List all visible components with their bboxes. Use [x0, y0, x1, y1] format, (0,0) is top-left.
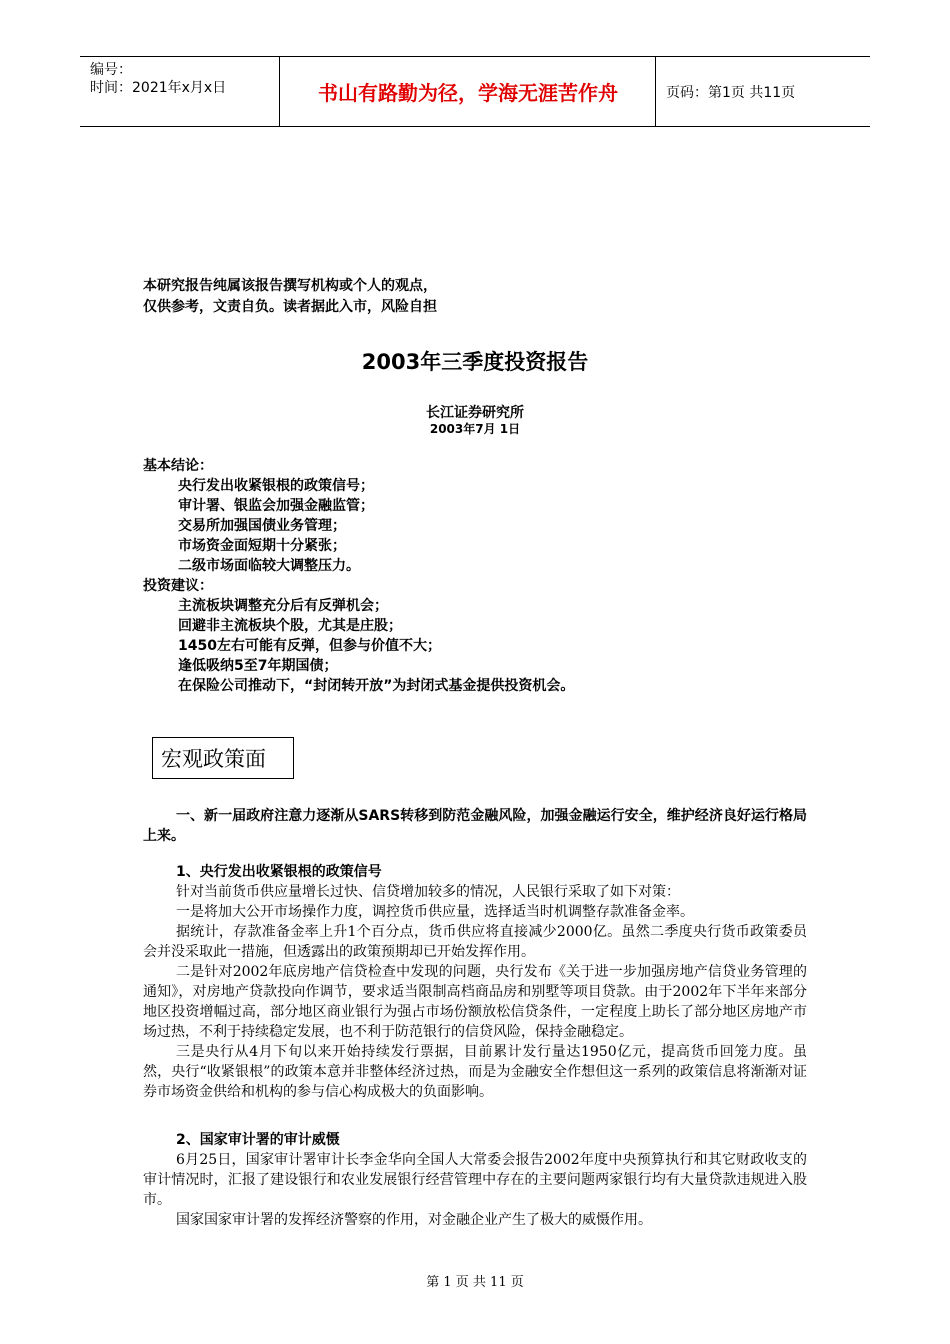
- header-meta: [80, 57, 280, 126]
- conclusion-item: 市场资金面短期十分紧张；: [178, 538, 346, 554]
- report-title: 2003年三季度投资报告: [361, 350, 589, 374]
- time-label: 时间：2021年x月x日: [90, 80, 227, 96]
- paragraph: 针对当前货币供应量增长过快、信贷增加较多的情况，人民银行采取了如下对策：: [176, 884, 680, 900]
- heading-1: 一、新一届政府注意力逐渐从SARS转移到防范金融风险，加强金融运行安全，维护经济良好运行格局上来。: [143, 808, 807, 844]
- paragraph: 三是央行从4月下旬以来开始持续发行票据，目前累计发行量达1950亿元，提高货币回笼力度。虽然，央行“收紧银根”的政策本意并非整体经济过热，而是为金融安全作想但这一系列的政策信息将渐渐对证券市场资金供给和机构的参与信心构成极大的负面影响。: [143, 1044, 807, 1100]
- paragraph: 据统计，存款准备金率上升1个百分点，货币供应将直接减少2000亿。虽然二季度央行货币政策委员会并没采取此一措施，但透露出的政策预期却已开始发挥作用。: [143, 924, 807, 960]
- conclusion-item: 央行发出收紧银根的政策信号；: [178, 478, 374, 494]
- subsection-2: [143, 1130, 807, 1230]
- disclaimer-line: 本研究报告纯属该报告撰写机构或个人的观点，: [143, 278, 437, 294]
- number-label: 编号：: [90, 62, 132, 78]
- report-date: 2003年7月 1日: [429, 422, 521, 436]
- section-title: 宏观政策面: [152, 737, 294, 779]
- advice-item: 在保险公司推动下，“封闭转开放”为封闭式基金提供投资机会。: [178, 678, 575, 694]
- paragraph: 6月25日，国家审计署审计长李金华向全国人大常委会报告2002年度中央预算执行和其它财政收支的审计情况时，汇报了建设银行和农业发展银行经营管理中存在的主要问题两家银行均有大量贷款违规进入股市。: [143, 1152, 807, 1208]
- conclusion-item: 二级市场面临较大调整压力。: [178, 558, 360, 574]
- disclaimer: [143, 276, 437, 318]
- advice-label: 投资建议：: [143, 578, 213, 594]
- advice-item: 回避非主流板块个股，尤其是庄股；: [178, 618, 402, 634]
- conclusion-item: 审计署、银监会加强金融监管；: [178, 498, 374, 514]
- paragraph: 二是针对2002年底房地产信贷检查中发现的问题，央行发布《关于进一步加强房地产信贷业务管理的通知》，对房地产贷款投向作调节，要求适当限制高档商品房和别墅等项目贷款。由于2002年下半年来部分地区投资增幅过高，部分地区商业银行为强占市场份额放松信贷条件，一定程度上助长了部分地区房地产市场过热，不利于持续稳定发展，也不利于防范银行的信贷风险，保持金融稳定。: [143, 964, 807, 1040]
- paragraph: 国家国家审计署的发挥经济警察的作用，对金融企业产生了极大的威慑作用。: [176, 1212, 652, 1228]
- header-motto: 书山有路勤为径，学海无涯苦作舟: [281, 57, 656, 126]
- paragraph: 一是将加大公开市场操作力度，调控货币供应量，选择适当时机调整存款准备金率。: [176, 904, 694, 920]
- page-footer: 第 1 页 共 11 页: [426, 1275, 524, 1290]
- page-header: [80, 56, 870, 127]
- report-org: 长江证券研究所: [426, 405, 524, 421]
- advice-item: 逢低吸纳5至7年期国债；: [178, 658, 338, 674]
- advice-item: 主流板块调整充分后有反弹机会；: [178, 598, 388, 614]
- subsection-title: 1、央行发出收紧银根的政策信号: [176, 864, 382, 880]
- conclusions-label: 基本结论：: [143, 458, 213, 474]
- subsection-1: [143, 862, 807, 1102]
- disclaimer-line: 仅供参考，文责自负。读者据此入市，风险自担: [143, 299, 437, 315]
- subsection-title: 2、国家审计署的审计威慑: [176, 1132, 340, 1148]
- header-page-info: 页码：第1页 共11页: [666, 84, 796, 101]
- summary-block: [143, 456, 574, 696]
- advice-item: 1450左右可能有反弹，但参与价值不大；: [178, 638, 441, 654]
- conclusion-item: 交易所加强国债业务管理；: [178, 518, 346, 534]
